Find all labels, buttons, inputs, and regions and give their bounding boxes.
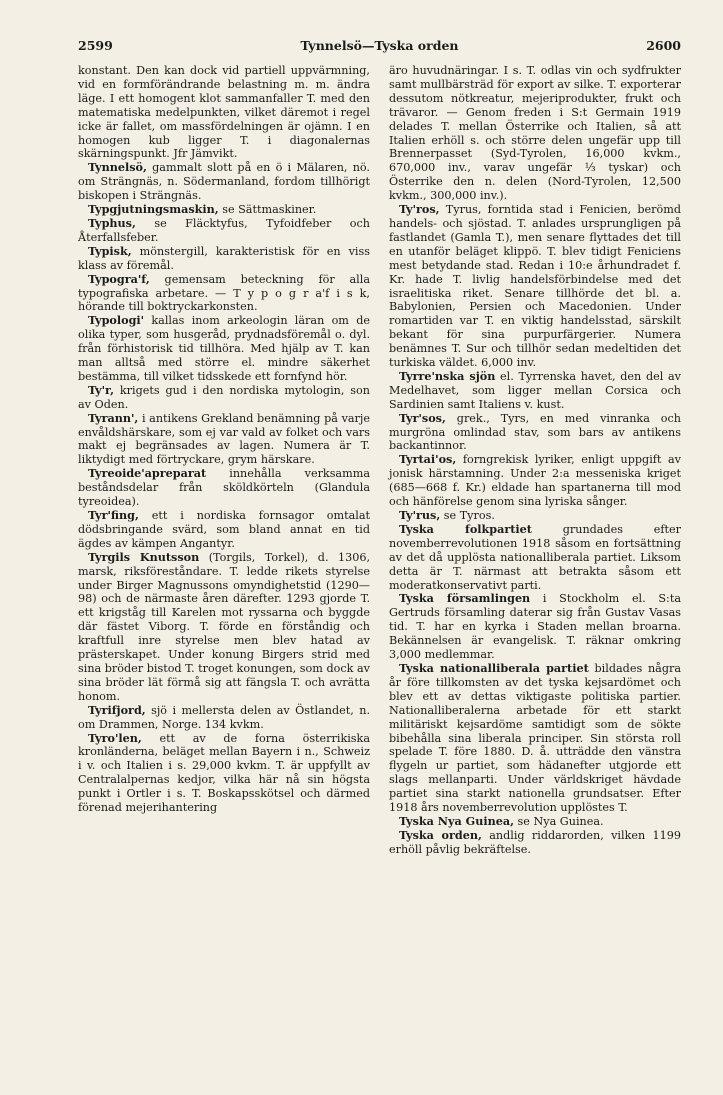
entry-headword: Ty'rus, bbox=[399, 508, 441, 522]
dictionary-entry bbox=[78, 217, 370, 245]
entry-text: mönstergill, karakteristisk för en viss klass av föremål. bbox=[78, 244, 370, 272]
dictionary-entry bbox=[389, 64, 681, 203]
entry-text: andlig riddarorden, vilken 1199 erhöll påvlig bekräftelse. bbox=[389, 828, 681, 856]
dictionary-entry bbox=[78, 161, 370, 203]
entry-text: konstant. Den kan dock vid partiell uppvärmning, vid en formförändrande belastning m. m. ändra läge. I ett homogent klot sammanfaller T. med den matematiska medelpunkten, vilket däremot i regel icke är fallet, om massfördelningen är ojämn. I en homogen kub ligger T. i diagonalernas skärningspunkt. Jfr Jämvikt. bbox=[78, 64, 370, 161]
entry-text: ett av de forna österrikiska kronländerna, beläget mellan Bayern i n., Schweiz i v. och Italien i s. 29,000 kvkm. T. är uppfyllt av Centralalpernas kedjor, vilka här nå sin högsta punkt i Ortler i s. T. Boskapsskötsel och därmed förenad mejerihantering bbox=[78, 731, 370, 815]
dictionary-entry bbox=[78, 704, 370, 732]
entry-text: se Fläcktyfus, Tyfoidfeber och Återfallsfeber. bbox=[78, 216, 370, 244]
dictionary-entry bbox=[389, 662, 681, 815]
entry-headword: Tyro'len, bbox=[88, 730, 142, 745]
right-column bbox=[389, 64, 681, 857]
entry-headword: Tyska församlingen bbox=[399, 591, 531, 606]
entry-headword: Tyrifjord, bbox=[88, 702, 146, 717]
entry-text: se Tyros. bbox=[440, 509, 495, 522]
entry-headword: Typhus, bbox=[88, 215, 136, 230]
page-header bbox=[78, 38, 681, 54]
page-number-left: 2599 bbox=[78, 38, 113, 53]
page-number-right: 2600 bbox=[646, 38, 681, 53]
dictionary-entry bbox=[78, 412, 370, 468]
entry-headword: Tyska folkpartiet bbox=[399, 521, 532, 536]
entry-text: sjö i mellersta delen av Östlandet, n. om Drammen, Norge. 134 kvkm. bbox=[78, 703, 370, 731]
entry-text: kallas inom arkeologin läran om de olika typer, som husgeråd, prydnadsföremål o. dyl. från förhistorisk tid tillhöra. Med hjälp av T. kan man alltså med större el. mindre säkerhet bestämma, till vilket tidsskede ett fornfynd hör. bbox=[78, 314, 370, 383]
dictionary-entry bbox=[389, 203, 681, 370]
entry-headword: Typologi' bbox=[88, 313, 145, 328]
entry-text: grundades efter novemberrevolutionen 1918 såsom en fortsättning av det då upplösta nationalliberala partiet. Liksom detta är T. närmast att betrakta såsom ett moderatkonservativt parti. bbox=[389, 522, 681, 592]
entry-text: gammalt slott på en ö i Mälaren, nö. om Strängnäs, n. Södermanland, fordom tillhörigt biskopen i Strängnäs. bbox=[78, 161, 370, 203]
dictionary-entry bbox=[78, 203, 370, 217]
dictionary-entry bbox=[78, 732, 370, 815]
entry-text: innehålla verksamma beståndsdelar från sköldkörteln (Glandula tyreoidea). bbox=[78, 467, 370, 509]
entry-text: krigets gud i den nordiska mytologin, son av Oden. bbox=[78, 383, 370, 411]
dictionary-entry bbox=[78, 509, 370, 551]
entry-text: (Torgils, Torkel), d. 1306, marsk, riksföreståndare. T. ledde rikets styrelse under Birger Magnussons omyndighetstid (1290—98) och de närmaste åren därefter. 1293 gjorde T. ett krigståg till Karelen mot ryssarna och byggde där fästet Viborg. T. förde en förståndig och kraftfull inre styrelse men blev hatad av prästerskapet. Under konung Birgers strid med sina bröder bistod T. troget konungen, som dock av sina bröder lät förmå sig att fängsla T. och avrätta honom. bbox=[78, 550, 370, 703]
dictionary-entry bbox=[78, 551, 370, 704]
entry-text: gemensam beteckning för alla typografiska arbetare. — T y p o g r a'f i s k, hörande till boktryckarkonsten. bbox=[78, 272, 370, 314]
entry-headword: Tyr'sos, bbox=[399, 410, 446, 425]
dictionary-entry bbox=[389, 523, 681, 593]
entry-headword: Typgjutningsmaskin, bbox=[88, 202, 219, 217]
dictionary-entry bbox=[78, 384, 370, 412]
entry-headword: Tyreoide'apreparat bbox=[88, 466, 207, 481]
entry-headword: Tyrre'nska sjön bbox=[399, 368, 496, 383]
dictionary-entry bbox=[78, 245, 370, 273]
entry-headword: Ty'ros, bbox=[399, 202, 440, 217]
entry-text: se Sättmaskiner. bbox=[218, 203, 317, 217]
entry-headword: Tyr'fing, bbox=[88, 508, 139, 522]
entry-text: ett i nordiska fornsagor omtalat dödsbringande svärd, som bland annat en tid ägdes av kämpen Angantyr. bbox=[78, 509, 370, 550]
entry-headword: Typogra'f, bbox=[88, 271, 150, 286]
entry-headword: Ty'r, bbox=[88, 382, 114, 397]
entry-text: el. Tyrrenska havet, den del av Medelhavet, som ligger mellan Corsica och Sardinien samt Italiens v. kust. bbox=[389, 369, 681, 411]
dictionary-entry bbox=[389, 412, 681, 454]
entry-headword: Tyrgils Knutsson bbox=[88, 549, 200, 564]
dictionary-entry bbox=[389, 829, 681, 857]
dictionary-entry bbox=[389, 592, 681, 662]
entry-headword: Tyrann', bbox=[88, 410, 139, 425]
dictionary-entry bbox=[78, 273, 370, 315]
entry-headword: Typisk, bbox=[88, 243, 132, 258]
entry-text: grek., Tyrs, en med vinranka och murgröna omlindad stav, som bars av antikens backantinnor. bbox=[389, 411, 681, 453]
entry-text: Tyrus, forntida stad i Fenicien, berömd handels- och sjöstad. T. anlades ursprungligen på fastlandet (Gamla T.), men senare flyttades det till en utanför beläget klippö. T. blev tidigt Feniciens mest betydande stad. Redan i 10:e århundradet f. Kr. hade T. livlig handelsförbindelse med det israelitiska riket. Senare tillhörde det bl. a. Babylonien, Persien och Macedonien. Under romartiden var T. en viktig handelsstad, särskilt bekant för sina purpurfärgerier. Numera benämnes T. Sur och tillhör sedan medeltiden det turkiska väldet. 6,000 inv. bbox=[389, 203, 681, 370]
dictionary-entry bbox=[389, 815, 681, 829]
left-column bbox=[78, 64, 370, 815]
dictionary-entry bbox=[389, 453, 681, 509]
entry-headword: Tyrtai'os, bbox=[399, 452, 457, 467]
running-title: Tynnelsö—Tyska orden bbox=[300, 38, 459, 53]
dictionary-entry bbox=[78, 314, 370, 384]
entry-text: forngrekisk lyriker, enligt uppgift av jonisk härstamning. Under 2:a messeniska kriget (685—668 f. Kr.) eldade han spartanerna till mod och hänförelse genom sina lyriska sånger. bbox=[389, 453, 681, 509]
dictionary-entry bbox=[78, 467, 370, 509]
dictionary-entry bbox=[78, 64, 370, 161]
entry-headword: Tyska nationalliberala partiet bbox=[399, 660, 589, 675]
dictionary-entry bbox=[389, 370, 681, 412]
entry-text: se Nya Guinea. bbox=[514, 814, 604, 828]
entry-text: i Stockholm el. S:ta Gertruds församling daterar sig från Gustav Vasas tid. T. har en kyrka i Staden mellan broarna. Bekännelsen är evangelisk. T. räknar omkring 3,000 medlemmar. bbox=[389, 592, 681, 662]
entry-headword: Tynnelsö, bbox=[88, 160, 147, 175]
entry-text: i antikens Grekland benämning på varje envåldshärskare, som ej var vald av folket och vars makt ej begränsades av lagen. Numera är T. liktydigt med förtryckare, grym härskare. bbox=[78, 411, 370, 467]
dictionary-entry bbox=[389, 509, 681, 523]
entry-headword: Tyska Nya Guinea, bbox=[399, 813, 514, 828]
entry-text: äro huvudnäringar. I s. T. odlas vin och sydfrukter samt mullbärsträd för export av silke. T. exporterar dessutom nötkreatur, mejeriprodukter, frukt och trävaror. — Genom freden i S:t Germain 1919 delades T. mellan Österrike och Italien, så att Italien erhöll s. och större delen ungefär upp till Brennerpasset (Syd-Tyrolen, 16,000 kvkm., 670,000 inv., varav ungefär ⅓ tyskar) och Österrike den n. delen (Nord-Tyrolen, 12,500 kvkm., 300,000 inv.). bbox=[389, 64, 681, 203]
entry-text: bildades några år före tillkomsten av det tyska kejsardömet och blev ett av dettas viktigaste politiska partier. Nationalliberalerna arbetade för ett starkt militäriskt kejsardöme samtidigt som de sökte bibehålla sina liberala principer. Sin största roll spelade T. före 1880. D. å. utträdde den vänstra flygeln ur partiet, som hädanefter utgjorde ett slags mellanparti. Under världskriget hävdade partiet sina starkt nationella grundsatser. Efter 1918 års novemberrevolution upplöstes T. bbox=[389, 661, 681, 815]
entry-headword: Tyska orden, bbox=[399, 827, 482, 842]
